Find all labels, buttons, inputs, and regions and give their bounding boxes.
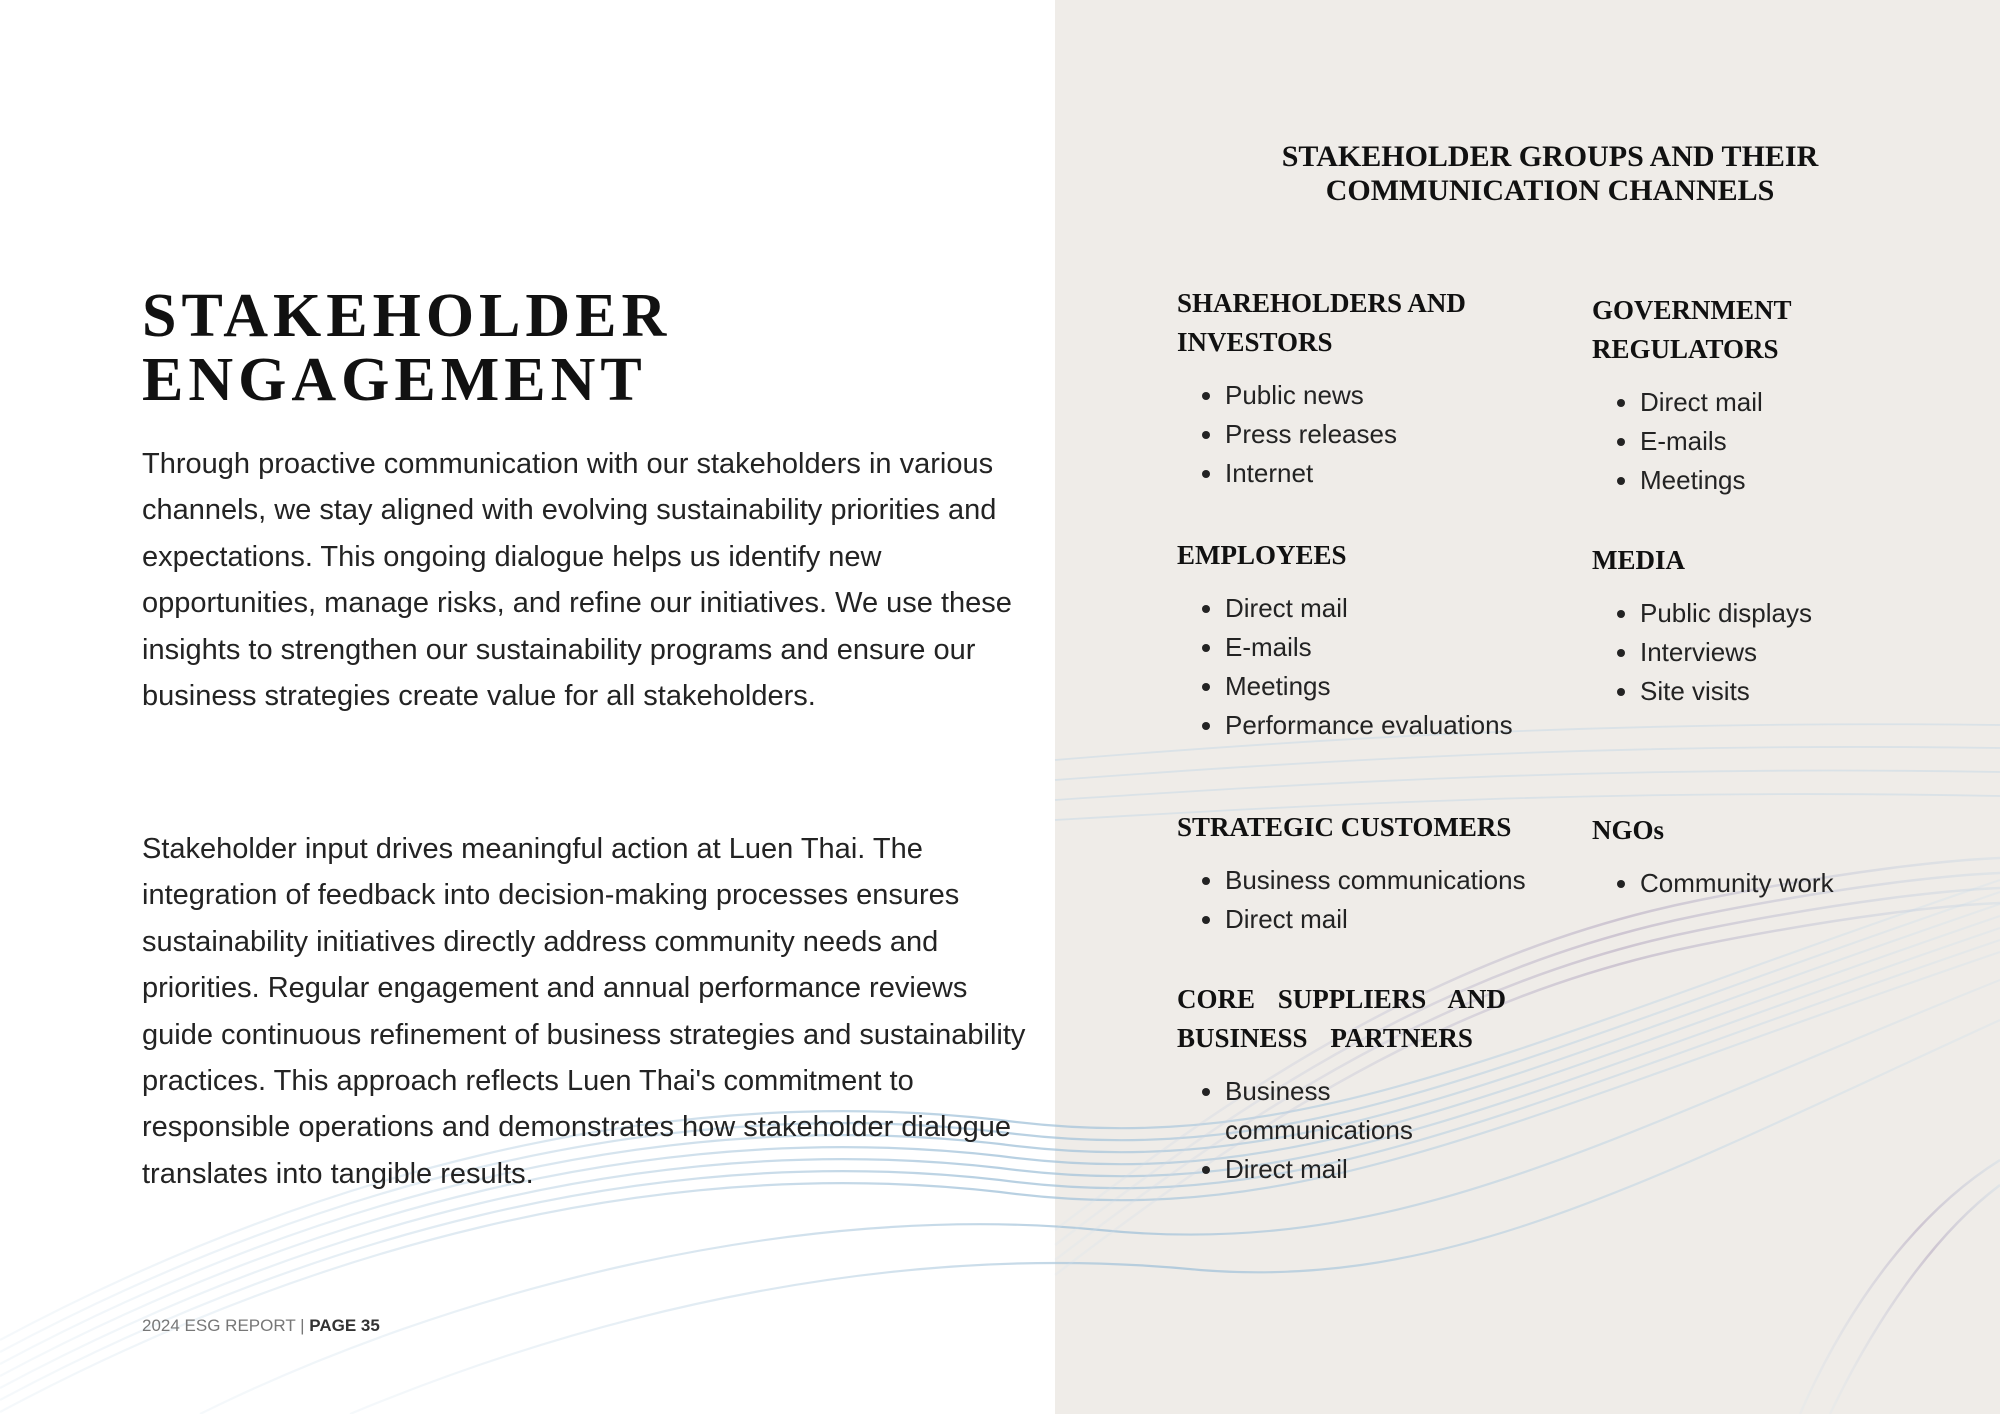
group-heading: GOVERNMENT REGULATORS	[1592, 295, 1792, 364]
channel-item: • Business communications	[1225, 861, 1577, 900]
channel-item: • Internet	[1225, 454, 1547, 493]
channel-list	[1177, 1072, 1517, 1189]
channel-list	[1592, 383, 1922, 500]
footer-report-label: 2024 ESG REPORT |	[142, 1316, 310, 1335]
channel-item: • Community work	[1640, 864, 1922, 903]
channel-list	[1592, 594, 1922, 711]
channel-item: • Direct mail	[1225, 900, 1577, 939]
group-heading: EMPLOYEES	[1177, 540, 1347, 570]
group-ngos	[1592, 811, 1922, 903]
group-heading: MEDIA	[1592, 545, 1685, 575]
panel-title: STAKEHOLDER GROUPS AND THEIR COMMUNICATION CHANNELS	[1281, 140, 1819, 207]
channel-item: • Site visits	[1640, 672, 1922, 711]
channel-list	[1592, 864, 1922, 903]
page-title: STAKEHOLDER ENGAGEMENT	[142, 282, 672, 414]
group-employees	[1177, 536, 1567, 745]
channel-item: • Direct mail	[1225, 589, 1567, 628]
channel-item: • Business communications	[1225, 1072, 1517, 1150]
group-media	[1592, 541, 1922, 711]
channel-list	[1177, 376, 1547, 493]
group-heading: STRATEGIC CUSTOMERS	[1177, 812, 1512, 842]
group-heading: SHAREHOLDERS AND INVESTORS	[1177, 288, 1466, 357]
channel-item: • Direct mail	[1225, 1150, 1517, 1189]
group-heading: CORE SUPPLIERS AND BUSINESS PARTNERS	[1177, 984, 1507, 1053]
footer-page-number: PAGE 35	[309, 1316, 380, 1335]
channel-list	[1177, 589, 1567, 745]
group-heading: NGOs	[1592, 815, 1665, 845]
intro-paragraph: Through proactive communication with our stakeholders in various channels, we stay aligned with evolving sustainability priorities and expectations. This ongoing dialogue helps us identify new opportunities, manage risks, and refine our initiatives. We use these insights to strengthen our sustainability programs and ensure our business strategies create value for all stakeholders.	[142, 448, 1012, 713]
channel-list	[1177, 861, 1577, 939]
channel-item: • Public news	[1225, 376, 1547, 415]
channel-item: • Meetings	[1640, 461, 1922, 500]
channel-item: • Public displays	[1640, 594, 1922, 633]
action-paragraph: Stakeholder input drives meaningful action at Luen Thai. The integration of feedback into decision-making processes ensures sustainability initiatives directly address community needs and priorities. Regular engagement and annual performance reviews guide continuous refinement of business strategies and sustainability practices. This approach reflects Luen Thai's commitment to responsible operations and demonstrates how stakeholder dialogue translates into tangible results.	[142, 833, 1026, 1190]
group-core-suppliers-partners	[1177, 980, 1517, 1189]
group-government-regulators	[1592, 291, 1922, 500]
channel-item: • E-mails	[1640, 422, 1922, 461]
channel-item: • Meetings	[1225, 667, 1567, 706]
channel-item: • E-mails	[1225, 628, 1567, 667]
group-strategic-customers	[1177, 808, 1577, 939]
group-shareholders-investors	[1177, 284, 1547, 493]
channel-item: • Interviews	[1640, 633, 1922, 672]
channel-item: • Direct mail	[1640, 383, 1922, 422]
channel-item: • Performance evaluations	[1225, 706, 1567, 745]
page-footer	[142, 1316, 380, 1336]
channel-item: • Press releases	[1225, 415, 1547, 454]
